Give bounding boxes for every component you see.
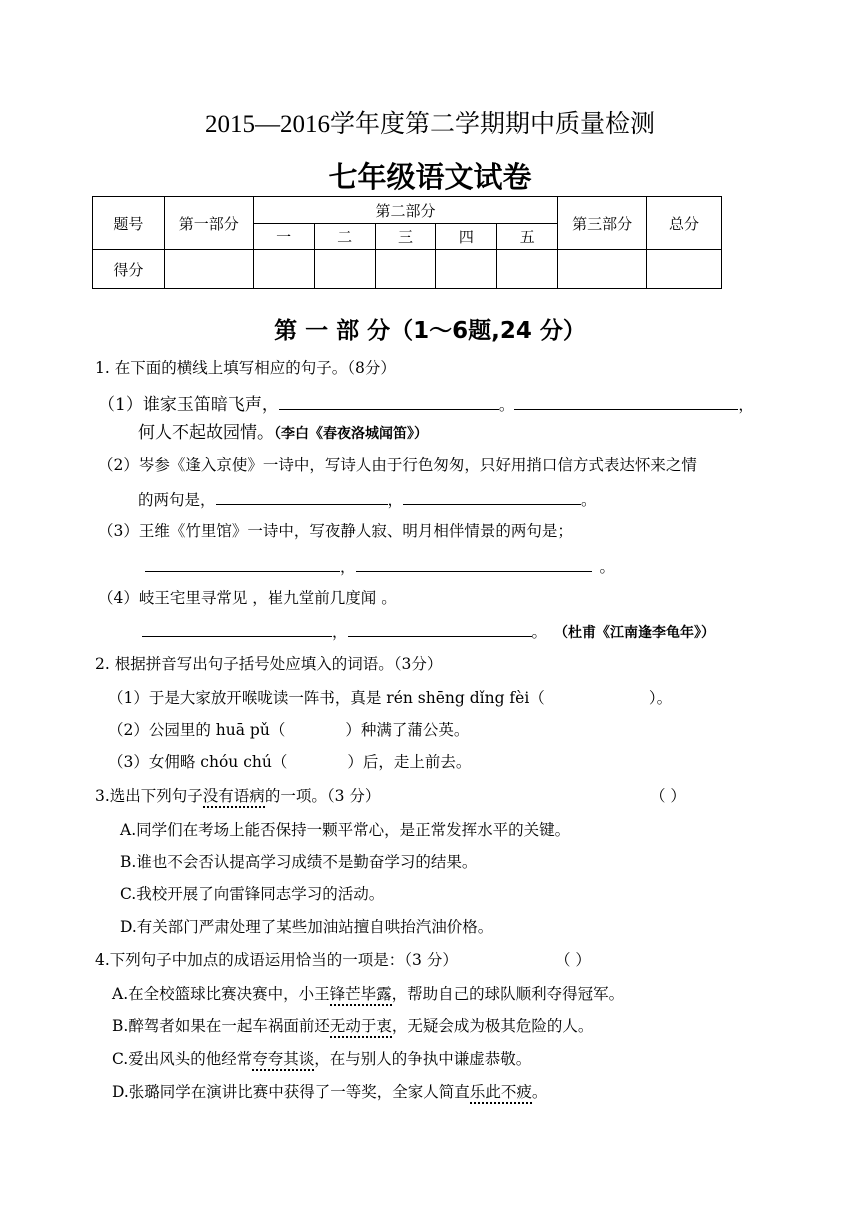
answer-blank[interactable] [142, 622, 332, 637]
answer-blank[interactable] [145, 557, 340, 572]
q3-option-a: A.同学们在考场上能否保持一颗平常心，是正常发挥水平的关键。 [120, 821, 571, 839]
q1-p3-text: （3）王维《竹里馆》一诗中，写夜静人寂、明月相伴情景的两句是； [98, 522, 573, 540]
q1-line1b [138, 418, 428, 443]
q1-line4b [142, 620, 715, 642]
q1-p2b-text: 的两句是， [138, 491, 216, 509]
q1-p1-source: （李白《春夜洛城闻笛》） [274, 426, 428, 442]
punct: 。 [599, 558, 616, 576]
q4-option-a [112, 982, 624, 1004]
answer-blank[interactable] [514, 395, 738, 410]
punct: ）。 [648, 689, 673, 707]
score-cell[interactable] [253, 250, 314, 289]
header-total: 总分 [647, 197, 722, 250]
q2-s3-tail: ）后，走上前去。 [347, 753, 472, 771]
q4-option-c [112, 1047, 531, 1069]
q1-p1b-text: 何人不起故园情。 [138, 423, 274, 443]
q4-option-d [112, 1080, 547, 1102]
q2-s3 [108, 750, 471, 772]
q4-d-text: D.张璐同学在演讲比赛中获得了一等奖，全家人简直 [112, 1083, 470, 1101]
q4-b-idiom: 无动于衷 [330, 1017, 392, 1038]
q1-line3b [145, 555, 615, 577]
answer-blank[interactable] [348, 622, 532, 637]
q3-stem-emphasis: 没有语病 [203, 787, 265, 808]
subheader-1: 一 [253, 224, 314, 250]
q4-a-tail: ，帮助自己的球队顺利夺得冠军。 [391, 985, 625, 1003]
answer-blank[interactable] [279, 395, 499, 410]
q4-a-idiom: 锋芒毕露 [330, 985, 392, 1006]
q4-option-b [112, 1014, 593, 1036]
header-tihao: 题号 [93, 197, 165, 250]
q4-c-text: C.爱出风头的他经常 [112, 1050, 253, 1068]
punct: 。 [498, 396, 515, 414]
punct: ， [332, 623, 348, 641]
q4-c-tail: ，在与别人的争执中谦虚恭敬。 [314, 1050, 532, 1068]
q2-s2-text: （2）公园里的 huā pǔ（ [108, 721, 286, 739]
q4-d-tail: 。 [531, 1083, 548, 1101]
score-cell[interactable] [497, 250, 558, 289]
q1-p4-text: （4）岐王宅里寻常见 ，崔九堂前几度闻 。 [98, 589, 397, 607]
header-part1: 第一部分 [164, 197, 253, 250]
header-part3: 第三部分 [558, 197, 647, 250]
section-heading: 第 一 部 分（1～6题,24 分） [274, 318, 586, 344]
punct: ， [340, 558, 356, 576]
q4-c-idiom: 夸夸其谈 [252, 1050, 314, 1071]
q4-stem: 4.下列句子中加点的成语运用恰当的一项是：（3 分） [95, 951, 458, 969]
subheader-2: 二 [314, 224, 375, 250]
q1-line1 [98, 390, 754, 415]
q3-option-d: D.有关部门严肃处理了某些加油站擅自哄抬汽油价格。 [120, 918, 494, 936]
punct: ， [387, 491, 404, 509]
q1-line2b [138, 488, 597, 510]
q4-b-text: B.醉驾者如果在一起车祸面前还 [112, 1017, 330, 1035]
punct: 。 [531, 623, 548, 641]
exam-subtitle: 七年级语文试卷 [328, 160, 532, 194]
punct: ， [738, 396, 754, 414]
score-cell[interactable] [164, 250, 253, 289]
score-table [92, 196, 722, 289]
subheader-3: 三 [375, 224, 436, 250]
q2-s1-text: （1）于是大家放开喉咙读一阵书，真是 rén shēng dǐng fèi（ [108, 689, 545, 707]
q1-stem: 1. 在下面的横线上填写相应的句子。（8分） [95, 359, 396, 377]
q3-stem [95, 784, 380, 806]
q4-d-idiom: 乐此不疲 [470, 1083, 532, 1104]
score-cell[interactable] [436, 250, 497, 289]
row-score-label: 得分 [93, 250, 165, 289]
q1-p4-source: （杜甫《江南逢李龟年》） [561, 625, 716, 641]
header-part2: 第二部分 [253, 197, 558, 224]
punct: 。 [581, 491, 597, 509]
q3-stem-a: 3.选出下列句子 [95, 787, 203, 805]
subheader-4: 四 [436, 224, 497, 250]
q1-p2-text: （2）岑参《逢入京使》一诗中，写诗人由于行色匆匆，只好用捎口信方式表达怀来之情 [98, 456, 697, 474]
score-cell[interactable] [558, 250, 647, 289]
q2-s3-text: （3）女佣略 chóu chú（ [108, 753, 288, 771]
q3-option-c: C.我校开展了向雷锋同志学习的活动。 [120, 885, 385, 903]
q3-option-b: B.谁也不会否认提高学习成绩不是勤奋学习的结果。 [120, 853, 478, 871]
q2-s1 [108, 686, 672, 708]
q2-s2 [108, 718, 469, 740]
q2-stem: 2. 根据拼音写出句子括号处应填入的词语。（3分） [95, 655, 443, 673]
answer-blank[interactable] [216, 490, 388, 505]
q4-a-text: A.在全校篮球比赛决赛中，小王 [112, 985, 330, 1003]
q4-answer-paren[interactable]: （ ） [555, 951, 591, 969]
answer-blank[interactable] [403, 490, 581, 505]
exam-title: 2015—2016学年度第二学期期中质量检测 [204, 111, 655, 138]
q4-b-tail: ，无疑会成为极其危险的人。 [391, 1017, 594, 1035]
q1-p1-text: （1）谁家玉笛暗飞声， [98, 395, 279, 415]
subheader-5: 五 [497, 224, 558, 250]
score-cell[interactable] [647, 250, 722, 289]
answer-blank[interactable] [356, 557, 592, 572]
q3-answer-paren[interactable]: （ ） [650, 787, 686, 805]
q2-s2-tail: ）种满了蒲公英。 [345, 721, 470, 739]
score-cell[interactable] [314, 250, 375, 289]
q3-stem-b: 的一项。（3 分） [264, 787, 381, 805]
score-cell[interactable] [375, 250, 436, 289]
